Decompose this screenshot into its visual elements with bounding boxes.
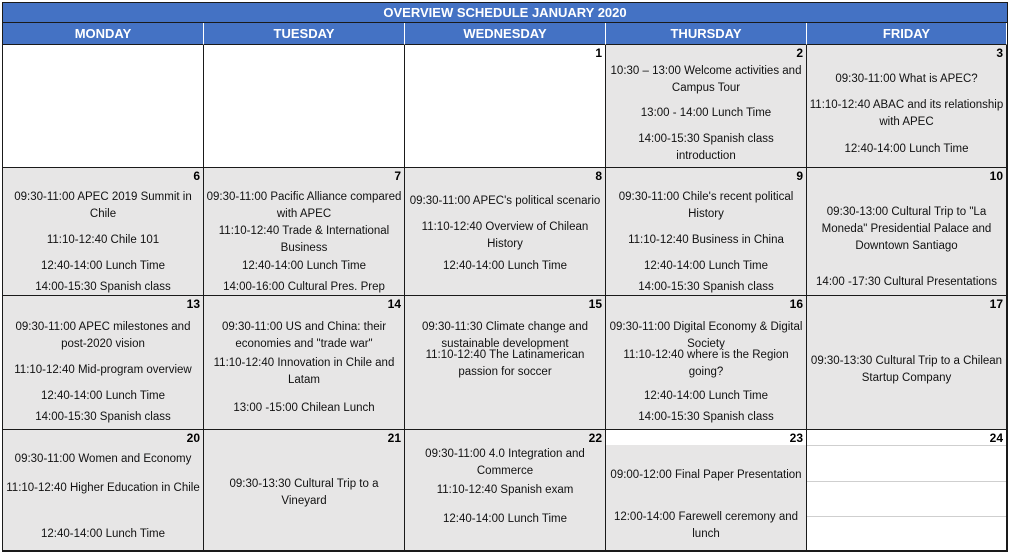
date-number: 17 — [989, 297, 1003, 311]
event-text: 11:10-12:40 ABAC and its relationship with APEC — [809, 99, 1004, 128]
day-cell — [204, 168, 405, 296]
event-text: 12:40-14:00 Lunch Time — [442, 260, 568, 272]
day-cell — [204, 430, 405, 551]
schedule-sheet — [2, 2, 1008, 552]
day-cell — [405, 430, 606, 551]
date-number: 21 — [387, 431, 401, 445]
event-text: 12:40-14:00 Lunch Time — [844, 143, 969, 155]
day-cell — [606, 430, 807, 551]
date-number: 8 — [595, 169, 602, 183]
event-text: 11:10-12:40 Chile 101 — [46, 234, 160, 246]
day-header-tuesday: TUESDAY — [204, 23, 405, 45]
date-number: 1 — [595, 46, 602, 60]
date-number: 2 — [796, 46, 803, 60]
day-cell — [606, 296, 807, 430]
date-number: 16 — [789, 297, 803, 311]
event-text: 12:40-14:00 Lunch Time — [643, 390, 769, 402]
event-text: 11:10-12:40 Overview of Chilean History — [421, 221, 589, 250]
day-cell — [606, 45, 807, 168]
schedule-title: OVERVIEW SCHEDULE JANUARY 2020 — [3, 3, 1007, 23]
event-text: 09:30-11:00 4.0 Integration and Commerce — [425, 448, 585, 477]
event-text: 09:30-11:30 Climate change and sustainable development — [421, 321, 588, 350]
day-cell — [405, 296, 606, 430]
event-text: 12:40-14:00 Lunch Time — [40, 528, 166, 540]
event-text: 14:00-16:00 Cultural Pres. Prep — [223, 281, 385, 293]
date-number: 23 — [789, 431, 803, 445]
day-cell — [606, 168, 807, 296]
day-header-friday: FRIDAY — [807, 23, 1007, 45]
event-text: 09:00-12:00 Final Paper Presentation — [610, 469, 802, 481]
day-header-monday: MONDAY — [3, 23, 204, 45]
date-number: 22 — [588, 431, 602, 445]
event-text: 12:00-14:00 Farewell ceremony and lunch — [613, 511, 799, 540]
date-number: 10 — [989, 169, 1003, 183]
date-number: 3 — [996, 46, 1003, 60]
date-number: 24 — [989, 431, 1003, 445]
event-text: 09:30-11:00 APEC 2019 Summit in Chile — [14, 191, 192, 220]
date-band — [606, 430, 806, 445]
event-text: 09:30-13:00 Cultural Trip to "La Moneda" Presidential Palace and Downtown Santiago — [821, 206, 992, 252]
day-cell — [405, 45, 606, 168]
day-cell — [3, 430, 204, 551]
event-text: 11:10-12:40 Innovation in Chile and Latam — [213, 357, 395, 386]
event-text: 09:30-11:00 APEC's political scenario — [409, 195, 601, 207]
grid-line — [807, 445, 1006, 446]
event-text: 11:10-12:40 Trade & International Business — [218, 225, 390, 254]
event-text: 11:10-12:40 Spanish exam — [436, 484, 574, 496]
day-cell — [807, 45, 1007, 168]
event-text: 11:10-12:40 Higher Education in Chile — [6, 482, 200, 494]
grid-line — [807, 516, 1006, 517]
date-number: 15 — [588, 297, 602, 311]
grid-line — [807, 481, 1006, 482]
day-cell — [807, 430, 1007, 551]
event-text: 12:40-14:00 Lunch Time — [643, 260, 769, 272]
event-text: 09:30-13:30 Cultural Trip to a Chilean Startup Company — [810, 355, 1003, 384]
event-text: 09:30-11:00 Pacific Alliance compared with APEC — [206, 191, 402, 220]
date-number: 9 — [796, 169, 803, 183]
date-number: 14 — [387, 297, 401, 311]
event-text: 09:30-11:00 Women and Economy — [14, 453, 192, 465]
event-text: 11:10-12:40 where is the Region going? — [623, 349, 789, 378]
day-cell — [204, 296, 405, 430]
day-cell — [3, 296, 204, 430]
day-cell — [807, 296, 1007, 430]
event-text: 14:00-15:30 Spanish class — [35, 281, 171, 293]
event-text: 12:40-14:00 Lunch Time — [40, 390, 166, 402]
event-text: 12:40-14:00 Lunch Time — [241, 260, 367, 272]
event-text: 14:00-15:30 Spanish class introduction — [638, 133, 774, 162]
event-text: 09:30-11:00 Digital Economy & Digital Society — [609, 321, 803, 350]
day-header-thursday: THURSDAY — [606, 23, 807, 45]
event-text: 09:30-11:00 US and China: their economies and "trade war" — [221, 321, 387, 350]
date-number: 7 — [394, 169, 401, 183]
event-text: 09:30-11:00 What is APEC? — [835, 73, 978, 85]
event-text: 14:00-15:30 Spanish class — [638, 281, 774, 293]
event-text: 11:10-12:40 The Latinamerican passion for soccer — [425, 349, 585, 378]
event-text: 11:10-12:40 Business in China — [628, 234, 784, 246]
day-cell — [3, 168, 204, 296]
event-text: 09:30-13:30 Cultural Trip to a Vineyard — [229, 478, 379, 507]
event-text: 12:40-14:00 Lunch Time — [442, 513, 568, 525]
day-cell — [807, 168, 1007, 296]
date-number: 20 — [186, 431, 200, 445]
day-cell — [204, 45, 405, 168]
event-text: 11:10-12:40 Mid-program overview — [14, 364, 192, 376]
event-text: 14:00 -17:30 Cultural Presentations — [816, 276, 997, 288]
event-text: 10:30 – 13:00 Welcome activities and Campus Tour — [610, 65, 802, 94]
event-text: 09:30-11:00 Chile's recent political History — [618, 191, 794, 220]
day-cell — [405, 168, 606, 296]
event-text: 14:00-15:30 Spanish class — [638, 411, 774, 423]
event-text: 12:40-14:00 Lunch Time — [40, 260, 166, 272]
day-header-wednesday: WEDNESDAY — [405, 23, 606, 45]
event-text: 09:30-11:00 APEC milestones and post-2020 vision — [15, 321, 191, 350]
date-number: 6 — [193, 169, 200, 183]
event-text: 13:00 -15:00 Chilean Lunch — [233, 402, 375, 414]
day-cell — [3, 45, 204, 168]
event-text: 14:00-15:30 Spanish class — [35, 411, 171, 423]
event-text: 13:00 - 14:00 Lunch Time — [640, 107, 772, 119]
date-number: 13 — [186, 297, 200, 311]
